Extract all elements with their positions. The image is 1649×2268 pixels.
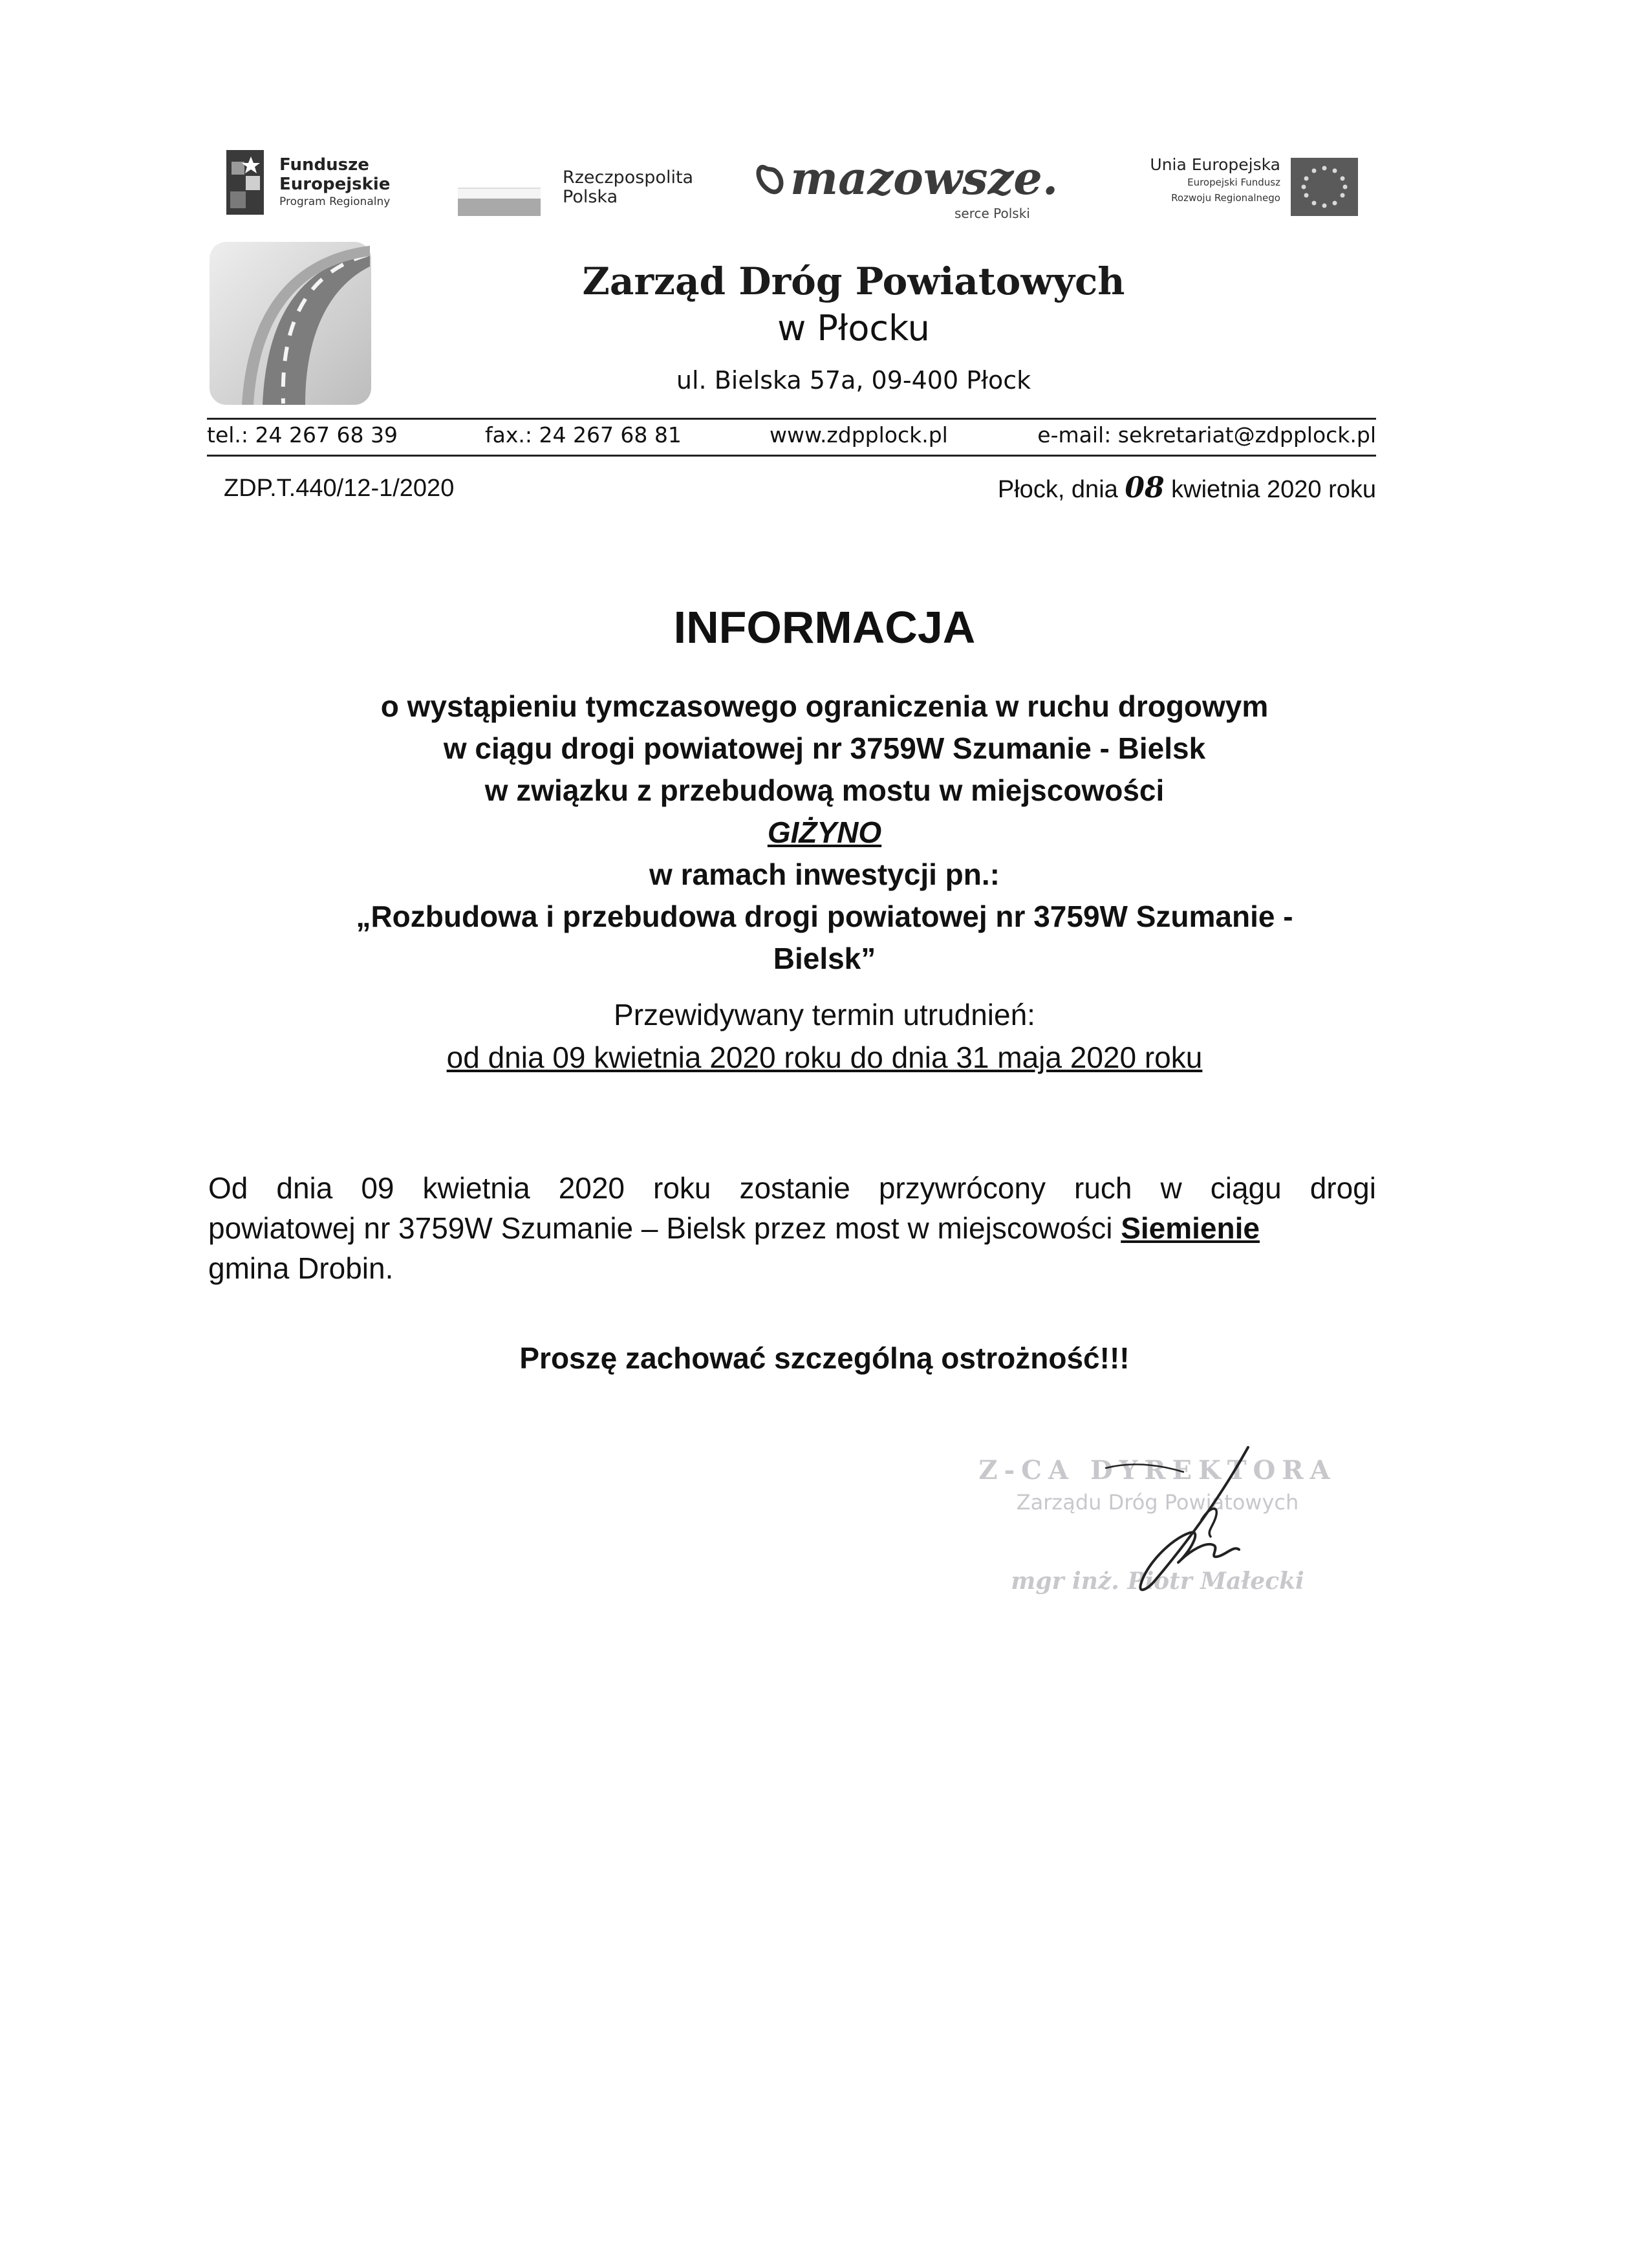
lead-line7: Bielsk” [773, 942, 876, 975]
mazowsze-word: mazowsze. [790, 151, 1059, 205]
rp-line1: Rzeczpospolita [563, 167, 694, 188]
stamp-line1: Z-CA DYREKTORA [978, 1455, 1337, 1485]
lead-line5: w ramach inwestycji pn.: [649, 858, 1000, 891]
lead-line1: o wystąpieniu tymczasowego ograniczenia w ruchu drogowym [380, 689, 1269, 723]
mazowsze-sub: serce Polski [954, 206, 1030, 221]
para-place: Siemienie [1121, 1211, 1260, 1245]
body-paragraph [208, 1168, 1376, 1288]
contact-fax: fax.: 24 267 68 81 [485, 422, 682, 448]
para-line3: gmina Drobin. [208, 1251, 394, 1285]
logo-strip [0, 0, 1649, 233]
header-divider [207, 455, 1376, 457]
mazowsze-logo [751, 149, 1062, 226]
stamp-line3: mgr inż. Piotr Małecki [1011, 1568, 1304, 1595]
eu-flag-icon [1291, 158, 1358, 216]
contact-www: www.zdpplock.pl [770, 422, 948, 448]
lead-block [194, 686, 1455, 980]
date-day-handwritten: 08 [1125, 471, 1165, 504]
para-line1: Od dnia 09 kwietnia 2020 roku zostanie przywrócony ruch w ciągu drogi [208, 1171, 1376, 1205]
term-block [194, 993, 1455, 1079]
date-prefix: Płock, dnia [997, 476, 1118, 503]
caution-note: Proszę zachować szczególną ostrożność!!! [519, 1341, 1130, 1375]
ue-line2: Europejski Fundusz [1187, 177, 1280, 188]
rp-line2: Polska [563, 187, 618, 207]
fe-line2: Europejskie [279, 175, 391, 194]
institution-city: w Płocku [777, 308, 930, 349]
contact-bar [207, 418, 1376, 452]
fe-line1: Fundusze [279, 155, 369, 175]
institution-address: ul. Bielska 57a, 09-400 Płock [676, 366, 1031, 394]
date-suffix: kwietnia 2020 roku [1171, 476, 1376, 503]
ue-line3: Rozwoju Regionalnego [1171, 192, 1280, 204]
contact-email: e-mail: sekretariat@zdpplock.pl [1037, 422, 1376, 448]
term-label: Przewidywany termin utrudnień: [614, 998, 1035, 1031]
fundusze-europejskie-icon [226, 150, 264, 215]
lead-line2: w ciągu drogi powiatowej nr 3759W Szumanie - Bielsk [443, 731, 1206, 765]
road-logo-icon [208, 241, 372, 406]
document-reference: ZDP.T.440/12-1/2020 [224, 475, 455, 502]
rzeczpospolita-polska-logo [458, 168, 717, 220]
mazowsze-wordmark [751, 149, 1062, 207]
institution-name: Zarząd Dróg Powiatowych [582, 259, 1125, 303]
lead-place: GIŻYNO [767, 815, 882, 849]
fundusze-europejskie-logo [226, 150, 440, 221]
contact-tel: tel.: 24 267 68 39 [207, 422, 398, 448]
unia-europejska-logo [1099, 155, 1371, 220]
term-range: od dnia 09 kwietnia 2020 roku do dnia 31 maja 2020 roku [446, 1041, 1203, 1074]
fe-line3: Program Regionalny [279, 195, 391, 208]
lead-line3: w związku z przebudową mostu w miejscowości [484, 773, 1165, 807]
lead-line6: „Rozbudowa i przebudowa drogi powiatowej nr 3759W Szumanie - [356, 900, 1293, 933]
para-line2: powiatowej nr 3759W Szumanie – Bielsk przez most w miejscowości [208, 1211, 1113, 1245]
document-title: INFORMACJA [673, 602, 976, 653]
polish-flag-icon [458, 188, 541, 215]
stamp-line2: Zarządu Dróg Powiatowych [1016, 1490, 1299, 1515]
ue-line1: Unia Europejska [1150, 155, 1280, 174]
handwritten-signature [1093, 1442, 1274, 1604]
document-date [998, 473, 1376, 505]
